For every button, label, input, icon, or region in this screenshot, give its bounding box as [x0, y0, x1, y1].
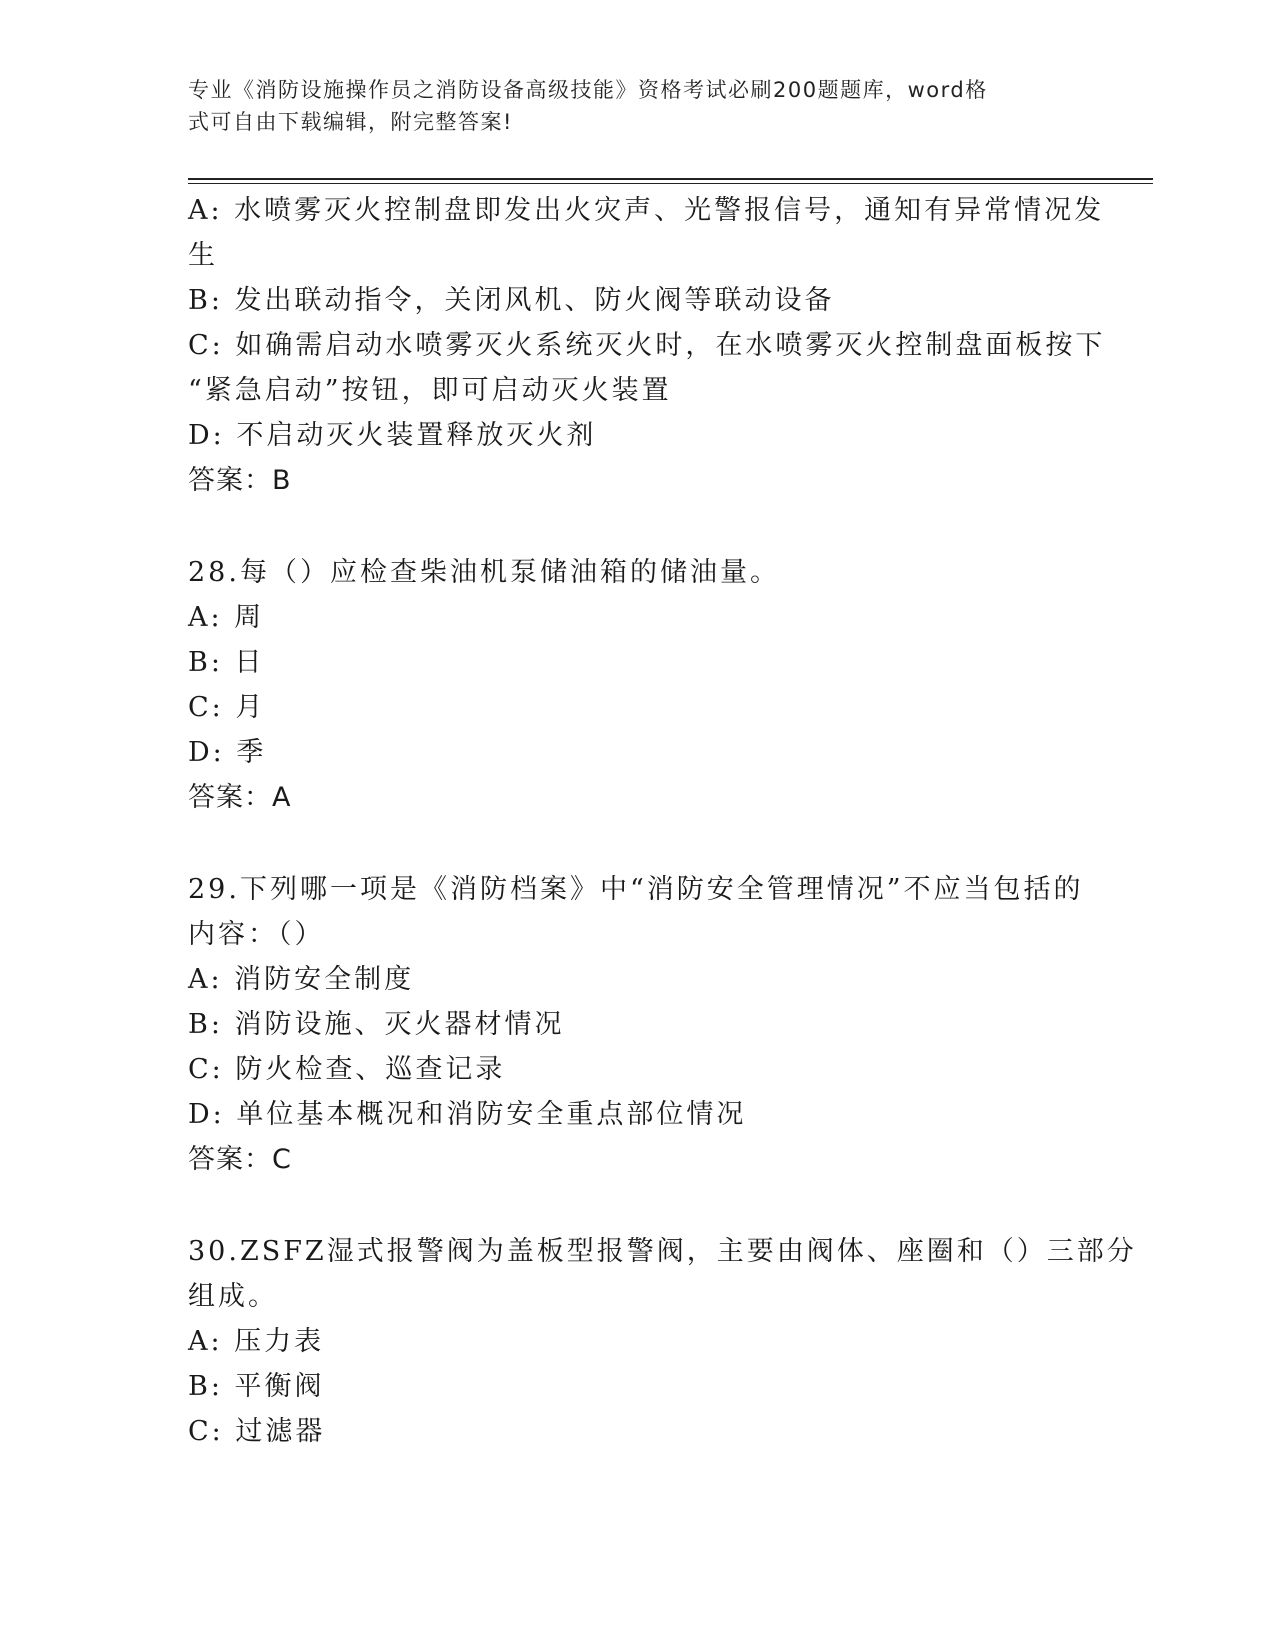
- option-c-line-2: “紧急启动”按钮，即可启动灭火装置: [188, 375, 672, 406]
- option-a: A: 消防安全制度: [188, 964, 415, 995]
- answer: 答案：A: [188, 782, 292, 813]
- option-c: C: 防火检查、巡查记录: [188, 1054, 506, 1085]
- header-line-2: 式可自由下载编辑，附完整答案!: [188, 110, 513, 134]
- option-c: C: 月: [188, 692, 266, 723]
- option-c: C: 过滤器: [188, 1416, 326, 1447]
- option-b: B: 消防设施、灭火器材情况: [188, 1009, 565, 1040]
- option-a-line-1: A: 水喷雾灭火控制盘即发出火灾声、光警报信号，通知有异常情况发: [188, 195, 1105, 226]
- option-b: B: 日: [188, 647, 265, 678]
- option-a-line-2: 生: [188, 240, 218, 271]
- option-c-line-1: C: 如确需启动水喷雾灭火系统灭火时，在水喷雾灭火控制盘面板按下: [188, 330, 1106, 361]
- option-d: D: 单位基本概况和消防安全重点部位情况: [188, 1099, 747, 1130]
- option-d: D: 不启动灭火装置释放灭火剂: [188, 420, 597, 451]
- header-divider-thin: [188, 183, 1153, 184]
- question-stem-line-1: 30.ZSFZ湿式报警阀为盖板型报警阀，主要由阀体、座圈和（）三部分: [188, 1236, 1137, 1267]
- question-27-continued: [188, 188, 1106, 503]
- question-stem: 28.每（）应检查柴油机泵储油箱的储油量。: [188, 557, 780, 588]
- question-stem-line-1: 29.下列哪一项是《消防档案》中“消防安全管理情况”不应当包括的: [188, 874, 1084, 905]
- question-stem-line-2: 组成。: [188, 1281, 278, 1312]
- option-a: A: 压力表: [188, 1326, 325, 1357]
- question-list: [188, 188, 1137, 1454]
- question-29: [188, 867, 1088, 1182]
- answer: 答案：B: [188, 465, 292, 496]
- document-header: [188, 74, 1068, 138]
- header-line-1: 专业《消防设施操作员之消防设备高级技能》资格考试必刷200题题库，word格: [188, 78, 988, 102]
- question-30: [188, 1229, 1137, 1454]
- header-divider-thick: [188, 178, 1153, 180]
- answer: 答案：C: [188, 1144, 292, 1175]
- option-b: B: 发出联动指令，关闭风机、防火阀等联动设备: [188, 285, 835, 316]
- spacer: [188, 1182, 1088, 1229]
- option-d: D: 季: [188, 737, 267, 768]
- spacer: [188, 503, 1088, 550]
- spacer: [188, 820, 1088, 867]
- question-28: [188, 550, 1088, 820]
- option-a: A: 周: [188, 602, 265, 633]
- question-stem-line-2: 内容：（）: [188, 919, 325, 950]
- option-b: B: 平衡阀: [188, 1371, 325, 1402]
